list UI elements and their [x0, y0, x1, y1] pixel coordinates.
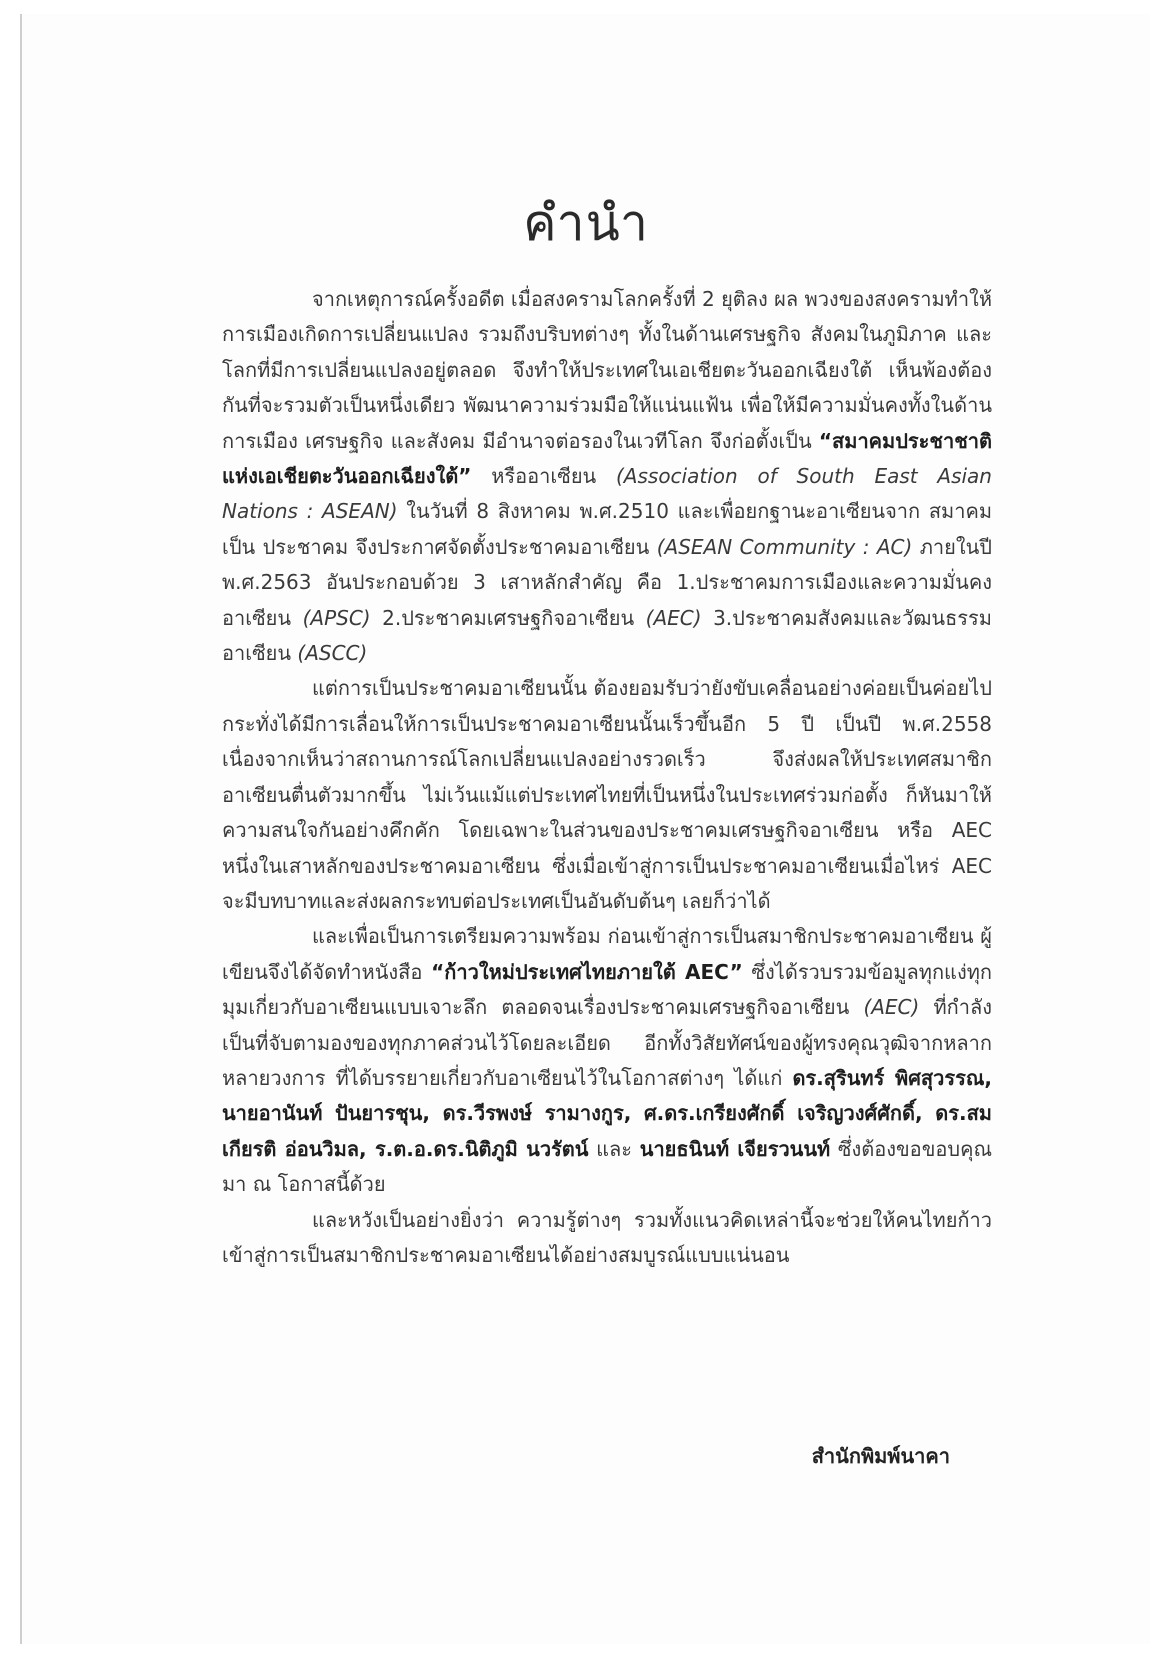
p1-text-3: ในวันที่ 8 สิงหาคม พ.ศ.2510 และเพื่อยกฐานะอาเซียนจาก สมาคม เป็น ประชาคม จึงประกาศจัดตั้งประชาคมอาเซียน [222, 499, 993, 559]
paragraph-4: และหวังเป็นอย่างยิ่งว่า ความรู้ต่างๆ รวมทั้งแนวคิดเหล่านี้จะช่วยให้คนไทยก้าวเข้าสู่การเป็นสมาชิกประชาคมอาเซียนได้อย่างสมบูรณ์แบบแน่นอน [222, 1207, 992, 1267]
p3-text-4: และ [588, 1136, 640, 1161]
p1-text-4: ภายในปี พ.ศ.2563 อันประกอบด้วย 3 เสาหลักสำคัญ คือ 1.ประชาคมการเมืองและความมั่นคงอาเซียน [222, 534, 992, 630]
p1-italic-ascc: (ASCC) [297, 641, 368, 666]
p1-text-6: 3.ประชาคมสังคมและวัฒนธรรมอาเซียน [222, 605, 992, 666]
p3-bold-book-title: “ก้าวใหม่ประเทศไทยภายใต้ AEC” [431, 959, 743, 984]
p3-text-1: และเพื่อเป็นการเตรียมความพร้อม ก่อนเข้าสู่การเป็นสมาชิกประชาคมอาเซียน ผู้เขียนจึงได้จัดทำหนังสือ [222, 924, 992, 984]
p1-bold-association-name: “สมาคมประชาชาติแห่งเอเชียตะวันออกเฉียงใต้” [222, 428, 993, 489]
p1-italic-asean: (Association of South East Asian Nations : ASEAN) [222, 464, 992, 524]
paragraph-1 [222, 282, 992, 671]
p3-text-5: ซึ่งต้องขอขอบคุณมา ณ โอกาสนี้ด้วย [222, 1136, 993, 1197]
p1-text-2: หรืออาเซียน [471, 464, 616, 489]
page-title: คำนำ [523, 194, 649, 252]
p1-italic-apsc: (APSC) [302, 605, 371, 630]
paragraph-2: แต่การเป็นประชาคมอาเซียนนั้น ต้องยอมรับว่ายังขับเคลื่อนอย่างค่อยเป็นค่อยไป กระทั่งได้มีการเลื่อนให้การเป็นประชาคมอาเซียนนั้นเร็วขึ้นอีก 5 ปี เป็นปี พ.ศ.2558 เนื่องจากเห็นว่าสถานการณ์โลกเปลี่ยนแปลงอย่างรวดเร็ว จึงส่งผลให้ประเทศสมาชิกอาเซียนตื่นตัวมากขึ้น ไม่เว้นแม้แต่ประเทศไทยที่เป็นหนึ่งในประเทศร่วมก่อตั้ง ก็หันมาให้ความสนใจกันอย่างคึกคัก โดยเฉพาะในส่วนของประชาคมเศรษฐกิจอาเซียน หรือ AEC หนึ่งในเสาหลักของประชาคมอาเซียน ซึ่งเมื่อเข้าสู่การเป็นประชาคมอาเซียนเมื่อไหร่ AEC จะมีบทบาทและส่งผลกระทบต่อประเทศเป็นอันดับต้นๆ เลยก็ว่าได้ [222, 676, 992, 913]
p3-italic-aec: (AEC) [863, 995, 920, 1020]
document-page [20, 14, 1150, 1644]
p1-italic-aec: (AEC) [645, 605, 702, 630]
p3-text-2: ซึ่งได้รวบรวมข้อมูลทุกแง่ทุกมุมเกี่ยวกับอาเซียนแบบเจาะลึก ตลอดจนเรื่องประชาคมเศรษฐกิจอาเซียน [222, 959, 993, 1020]
p1-italic-ac: (ASEAN Community : AC) [656, 534, 913, 559]
p3-bold-last-expert: นายธนินท์ เจียรวนนท์ [639, 1136, 831, 1161]
preface-body [222, 282, 992, 1273]
p1-text-1: จากเหตุการณ์ครั้งอดีต เมื่อสงครามโลกครั้งที่ 2 ยุติลง ผล พวงของสงครามทำให้การเมืองเกิดการเปลี่ยนแปลง รวมถึงบริบทต่างๆ ทั้งในด้านเศรษฐกิจ สังคมในภูมิภาค และโลกที่มีการเปลี่ยนแปลงอยู่ตลอด จึงทำให้ประเทศในเอเชียตะวันออกเฉียงใต้ เห็นพ้องต้องกันที่จะรวมตัวเป็นหนึ่งเดียว พัฒนาความร่วมมือให้แน่นแฟ้น เพื่อให้มีความมั่นคงทั้งในด้านการเมือง เศรษฐกิจ และสังคม มีอำนาจต่อรองในเวทีโลก จึงก่อตั้งเป็น [222, 287, 993, 453]
p1-text-5: 2.ประชาคมเศรษฐกิจอาเซียน [370, 605, 646, 630]
p3-bold-experts: ดร.สุรินทร์ พิศสุวรรณ, นายอานันท์ ปันยารชุน, ดร.วีรพงษ์ รามางกูร, ศ.ดร.เกรียงศักดิ์ เจริญวงศ์ศักดิ์, ดร.สมเกียรติ อ่อนวิมล, ร.ต.อ.ดร.นิติภูมิ นวรัตน์ [222, 1065, 992, 1161]
p3-text-3: ที่กำลังเป็นที่จับตามองของทุกภาคส่วนไว้โดยละเอียด อีกทั้งวิสัยทัศน์ของผู้ทรงคุณวุฒิจากหลากหลายวงการ ที่ได้บรรยายเกี่ยวกับอาเซียนไว้ในโอกาสต่างๆ ได้แก่ [222, 995, 992, 1090]
paragraph-3 [222, 919, 992, 1202]
publisher-signature: สำนักพิมพ์นาคา [811, 1444, 950, 1468]
